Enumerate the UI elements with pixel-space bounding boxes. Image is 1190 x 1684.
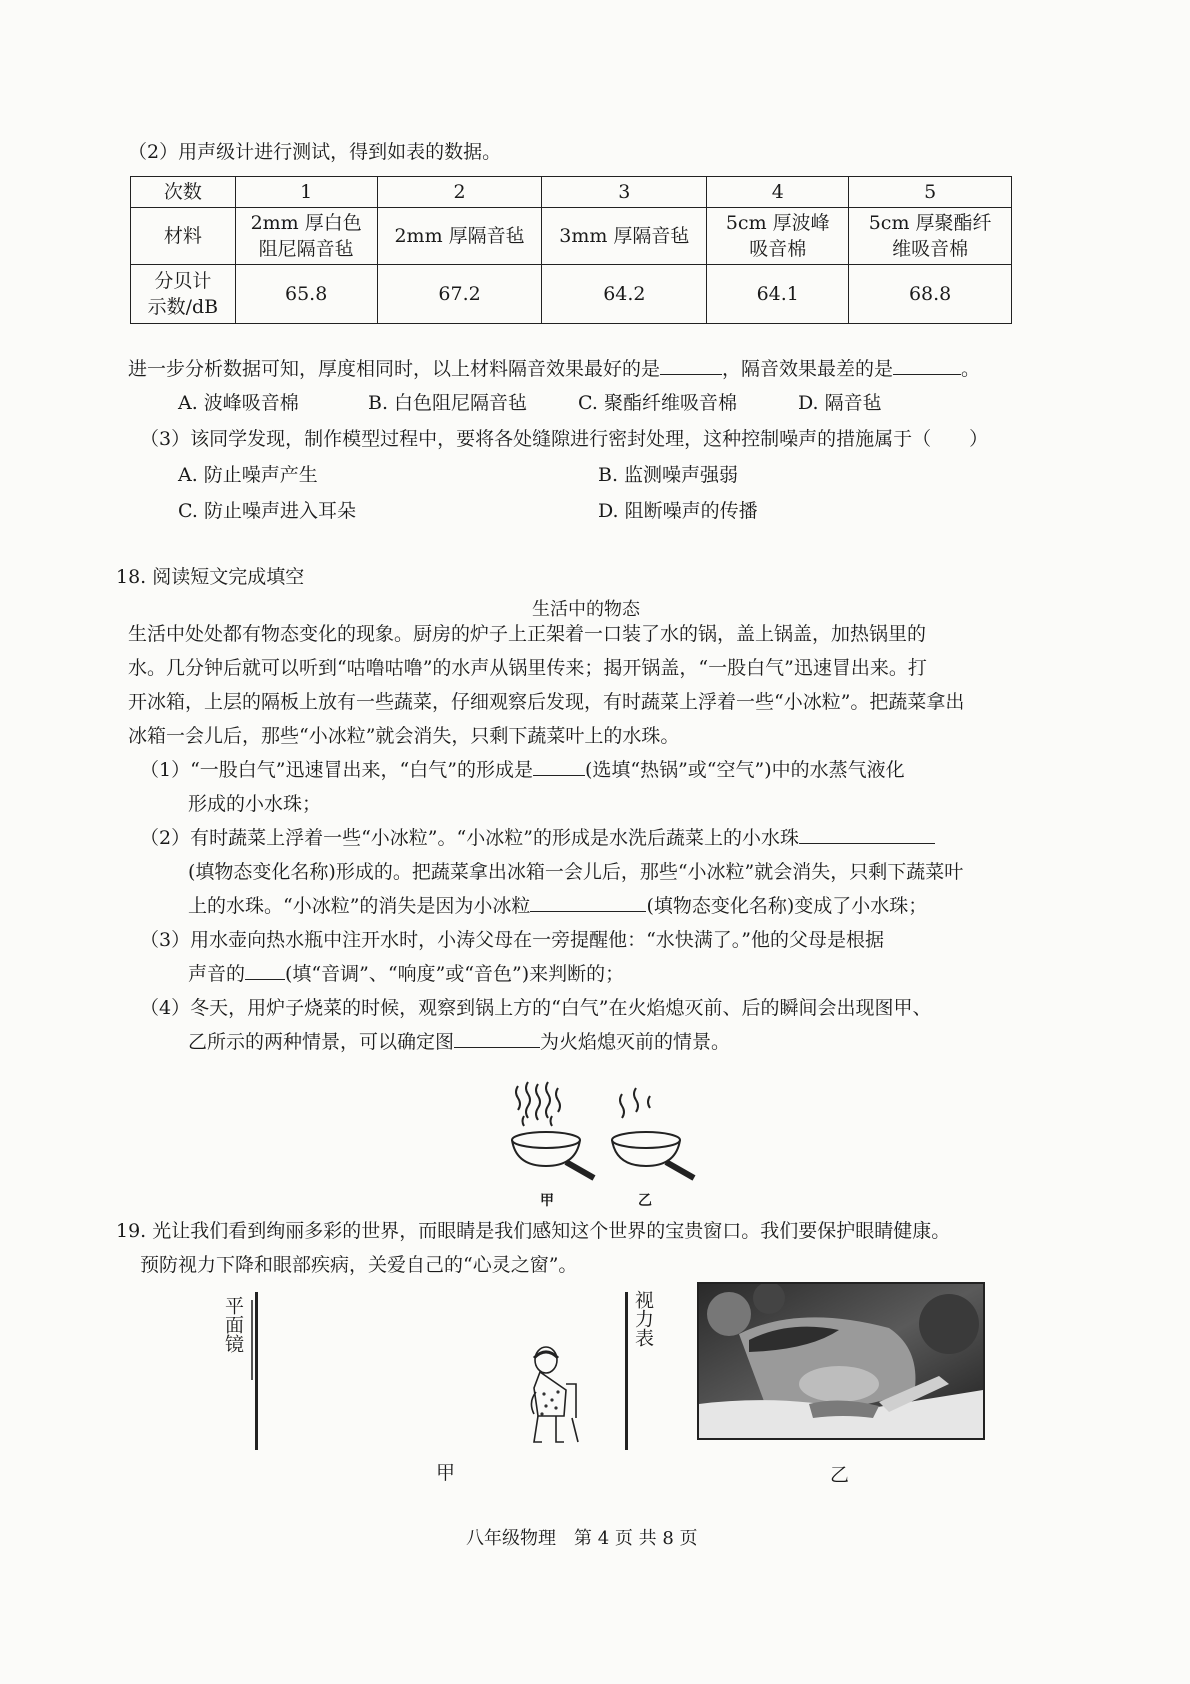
table-row <box>131 265 1012 324</box>
reading-label-text: 分贝计 <box>154 270 212 292</box>
analysis-text: 进一步分析数据可知，厚度相同时，以上材料隔音效果最好的是 <box>128 358 661 380</box>
col-cell: 5 <box>849 177 1012 208</box>
seated-person-icon <box>516 1344 590 1448</box>
question-text: (填“音调”、“响度”或“音色”)来判断的； <box>285 963 625 985</box>
q18-part3: （3）用水壶向热水瓶中注开水时，小涛父母在一旁提醒他：“水快满了。”他的父母是根据 <box>140 929 885 951</box>
answer-blank[interactable] <box>660 354 722 375</box>
wok-yi-icon <box>612 1088 694 1178</box>
material-cell <box>235 208 377 265</box>
eye-chart-label: 视力表 <box>632 1290 654 1347</box>
child-reading-image <box>699 1284 983 1438</box>
q17-analysis-line <box>128 354 980 381</box>
question-text: 上的水珠。“小冰粒”的消失是因为小冰粒 <box>188 895 531 917</box>
option-b: B. 监测噪声强弱 <box>598 464 739 486</box>
option-d: D. 阻断噪声的传播 <box>598 500 758 522</box>
q17-part2-intro: （2）用声级计进行测试，得到如表的数据。 <box>128 141 502 163</box>
table-row <box>131 177 1012 208</box>
material-text: 5cm 厚波峰 <box>725 212 830 234</box>
question-text: （2）有时蔬菜上浮着一些“小冰粒”。“小冰粒”的形成是水洗后蔬菜上的小水珠 <box>140 827 799 849</box>
question-text: (填物态变化名称)变成了小水珠； <box>646 895 928 917</box>
q18-part4-line2 <box>188 1025 730 1059</box>
material-cell <box>707 208 849 265</box>
option-c: C. 聚酯纤维吸音棉 <box>578 392 737 414</box>
analysis-text: 。 <box>961 358 981 380</box>
reading-cell: 68.8 <box>849 265 1012 324</box>
passage-title: 生活中的物态 <box>532 599 640 620</box>
material-text: 吸音棉 <box>749 238 807 260</box>
figure-label-jia: 甲 <box>436 1462 456 1484</box>
reading-label-cell <box>131 265 236 324</box>
wok-jia-icon <box>512 1082 594 1178</box>
q18-part2-line3 <box>188 889 927 923</box>
reading-cell: 64.2 <box>542 265 707 324</box>
answer-blank[interactable] <box>799 823 935 844</box>
question-text: (选填“热锅”或“空气”)中的水蒸气液化 <box>584 759 905 781</box>
q18-heading: 18. 阅读短文完成填空 <box>116 566 305 588</box>
reading-cell: 64.1 <box>707 265 849 324</box>
passage-line: 开冰箱，上层的隔板上放有一些蔬菜，仔细观察后发现，有时蔬菜上浮着一些“小冰粒”。把蔬菜拿出 <box>128 691 965 713</box>
q18-part2 <box>140 821 935 855</box>
answer-blank[interactable] <box>245 959 285 980</box>
eye-chart-line <box>625 1292 628 1450</box>
material-text: 5cm 厚聚酯纤 <box>868 212 992 234</box>
table-row <box>131 208 1012 265</box>
passage-line: 冰箱一会儿后，那些“小冰粒”就会消失，只剩下蔬菜叶上的水珠。 <box>128 725 680 747</box>
q19-line1: 19. 光让我们看到绚丽多彩的世界，而眼睛是我们感知这个世界的宝贵窗口。我们要保护眼睛健康。 <box>116 1220 951 1242</box>
col-cell: 3 <box>542 177 707 208</box>
q17-part3: （3）该同学发现，制作模型过程中，要将各处缝隙进行密封处理，这种控制噪声的措施属于（ ） <box>140 428 989 450</box>
passage-line: 生活中处处都有物态变化的现象。厨房的炉子上正架着一口装了水的锅，盖上锅盖，加热锅里的 <box>128 623 927 645</box>
question-text: 声音的 <box>188 963 246 985</box>
col-cell: 2 <box>377 177 542 208</box>
q19-line2: 预防视力下降和眼部疾病，关爱自己的“心灵之窗”。 <box>140 1254 578 1276</box>
q18-part1 <box>140 753 905 787</box>
reading-cell: 67.2 <box>377 265 542 324</box>
option-a: A. 波峰吸音棉 <box>178 392 299 414</box>
option-d: D. 隔音毡 <box>798 392 882 414</box>
question-text: （1）“一股白气”迅速冒出来，“白气”的形成是 <box>140 759 533 781</box>
mirror-line <box>255 1292 258 1450</box>
question-text: (填物态变化名称)形成的。把蔬菜拿出冰箱一会儿后，那些“小冰粒”就会消失，只剩下蔬菜叶 <box>188 861 964 883</box>
question-text: 乙所示的两种情景，可以确定图 <box>188 1031 455 1053</box>
figure-label-jia: 甲 <box>540 1193 554 1209</box>
option-c: C. 防止噪声进入耳朵 <box>178 500 356 522</box>
option-b: B. 白色阻尼隔音毡 <box>368 392 528 414</box>
option-a: A. 防止噪声产生 <box>178 464 318 486</box>
material-text: 2mm 厚白色 <box>250 212 362 234</box>
question-text: 形成的小水珠； <box>188 793 322 815</box>
child-reading-photo <box>697 1282 985 1440</box>
answer-blank[interactable] <box>533 755 585 776</box>
q18-part4: （4）冬天，用炉子烧菜的时候，观察到锅上方的“白气”在火焰熄灭前、后的瞬间会出现图甲、 <box>140 997 932 1019</box>
header-label-cell: 次数 <box>131 177 236 208</box>
material-label-cell: 材料 <box>131 208 236 265</box>
noise-data-table <box>130 176 1012 324</box>
material-text: 阻尼隔音毡 <box>258 238 354 260</box>
reading-label-text: 示数/dB <box>147 296 219 318</box>
reading-cell: 65.8 <box>235 265 377 324</box>
mirror-line-edge <box>251 1300 253 1380</box>
mirror-label: 平面镜 <box>222 1296 244 1353</box>
page-footer: 八年级物理 第 4 页 共 8 页 <box>466 1528 698 1549</box>
answer-blank[interactable] <box>530 891 646 912</box>
figure-label-yi: 乙 <box>638 1193 652 1209</box>
material-cell <box>849 208 1012 265</box>
answer-blank[interactable] <box>893 354 961 375</box>
col-cell: 4 <box>707 177 849 208</box>
analysis-text: ，隔音效果最差的是 <box>722 358 894 380</box>
material-text: 维吸音棉 <box>892 238 969 260</box>
answer-blank[interactable] <box>454 1027 540 1048</box>
material-cell: 3mm 厚隔音毡 <box>542 208 707 265</box>
col-cell: 1 <box>235 177 377 208</box>
question-text: 为火焰熄灭前的情景。 <box>540 1031 731 1053</box>
passage-line: 水。几分钟后就可以听到“咕噜咕噜”的水声从锅里传来；揭开锅盖，“一股白气”迅速冒出来。打 <box>128 657 927 679</box>
q18-part3-line2 <box>188 957 624 991</box>
figure-label-yi: 乙 <box>830 1464 850 1486</box>
wok-steam-figure <box>506 1080 702 1184</box>
material-cell: 2mm 厚隔音毡 <box>377 208 542 265</box>
